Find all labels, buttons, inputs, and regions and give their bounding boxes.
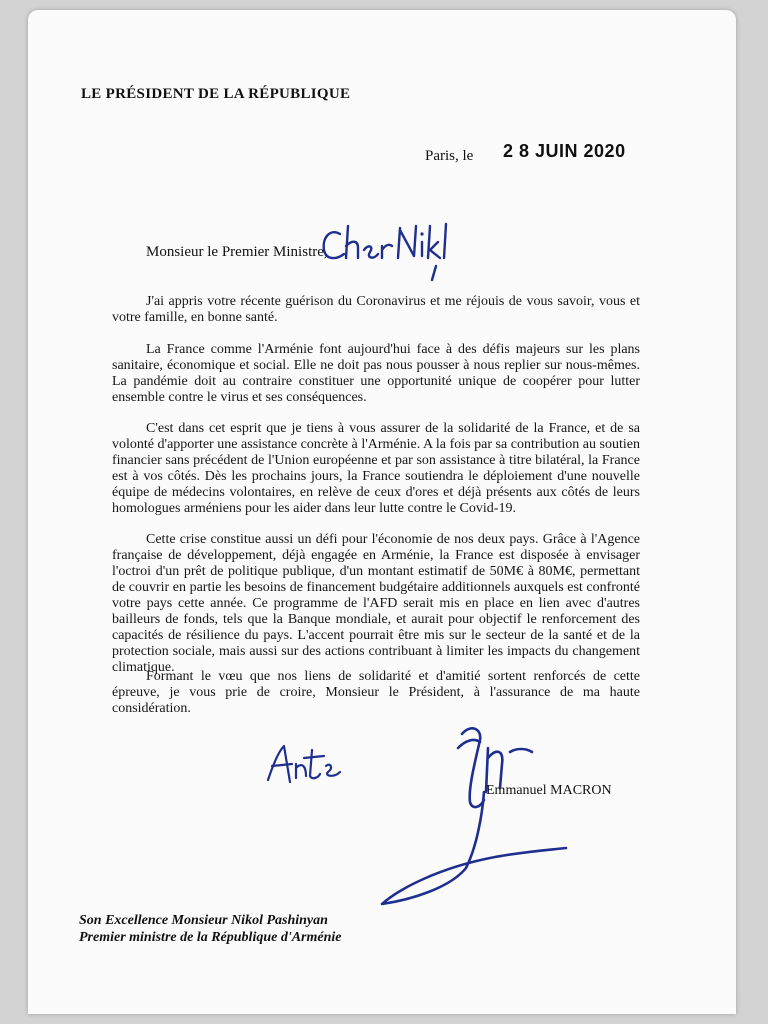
- recipient-line-2: Premier ministre de la République d'Arménie: [79, 930, 342, 945]
- salutation: Monsieur le Premier Ministre,: [146, 244, 328, 260]
- signature: [370, 718, 570, 918]
- paragraph-5: Formant le vœu que nos liens de solidarité et d'amitié sortent renforcés de cette épreuve, je vous prie de croire, Monsieur le Président, à l'assurance de ma haute considération.: [112, 669, 640, 716]
- page-edge-line: [738, 40, 739, 990]
- date-stamp: 2 8 JUIN 2020: [503, 141, 626, 161]
- place-prefix: Paris, le: [425, 148, 474, 164]
- recipient-line-1: Son Excellence Monsieur Nikol Pashinyan: [79, 913, 328, 928]
- handwritten-greeting: [318, 214, 448, 284]
- signatory-name: Emmanuel MACRON: [486, 783, 612, 798]
- paragraph-1: J'ai appris votre récente guérison du Coronavirus et me réjouis de vous savoir, vous et votre famille, en bonne santé.: [112, 294, 640, 325]
- paragraph-3: C'est dans cet esprit que je tiens à vous assurer de la solidarité de la France, et de sa volonté d'apporter une assistance concrète à l'Arménie. A la fois par sa contribution au soutien financier sans précédent de l'Union européenne et par son assistance à titre bilatéral, la France est à vos côtés. Dès les prochains jours, la France soutiendra le déploiement d'une nouvelle équipe de médecins volontaires, en relève de ceux d'ores et déjà présents aux côtés de leurs homologues arméniens pour les aider dans leur lutte contre le Covid-19.: [112, 421, 640, 516]
- recipient-block: [79, 912, 342, 946]
- letterhead: LE PRÉSIDENT DE LA RÉPUBLIQUE: [81, 86, 351, 102]
- paragraph-4: Cette crise constitue aussi un défi pour l'économie de nos deux pays. Grâce à l'Agence française de développement, déjà engagée en Arménie, la France est disposée à envisager l'octroi d'un prêt de politique publique, d'un montant estimatif de 50M€ à 80M€, permettant de couvrir en partie les besoins de financement budgétaire additionnels auxquels est confronté votre pays cette année. Ce programme de l'AFD serait mis en place en lien avec d'autres bailleurs de fonds, tels que la Banque mondiale, et aurait pour objectif le renforcement des capacités de résilience du pays. L'accent pourrait être mis sur le secteur de la santé et de la protection sociale, mais aussi sur des actions contribuant à limiter les impacts du changement climatique.: [112, 532, 640, 675]
- paragraph-2: La France comme l'Arménie font aujourd'hui face à des défis majeurs sur les plans sanitaire, économique et social. Elle ne doit pas nous pousser à nous replier sur nous-mêmes. La pandémie doit au contraire constituer une opportunité unique de coopérer pour lutter ensemble contre le virus et ses conséquences.: [112, 342, 640, 405]
- handwritten-closing: [262, 740, 352, 790]
